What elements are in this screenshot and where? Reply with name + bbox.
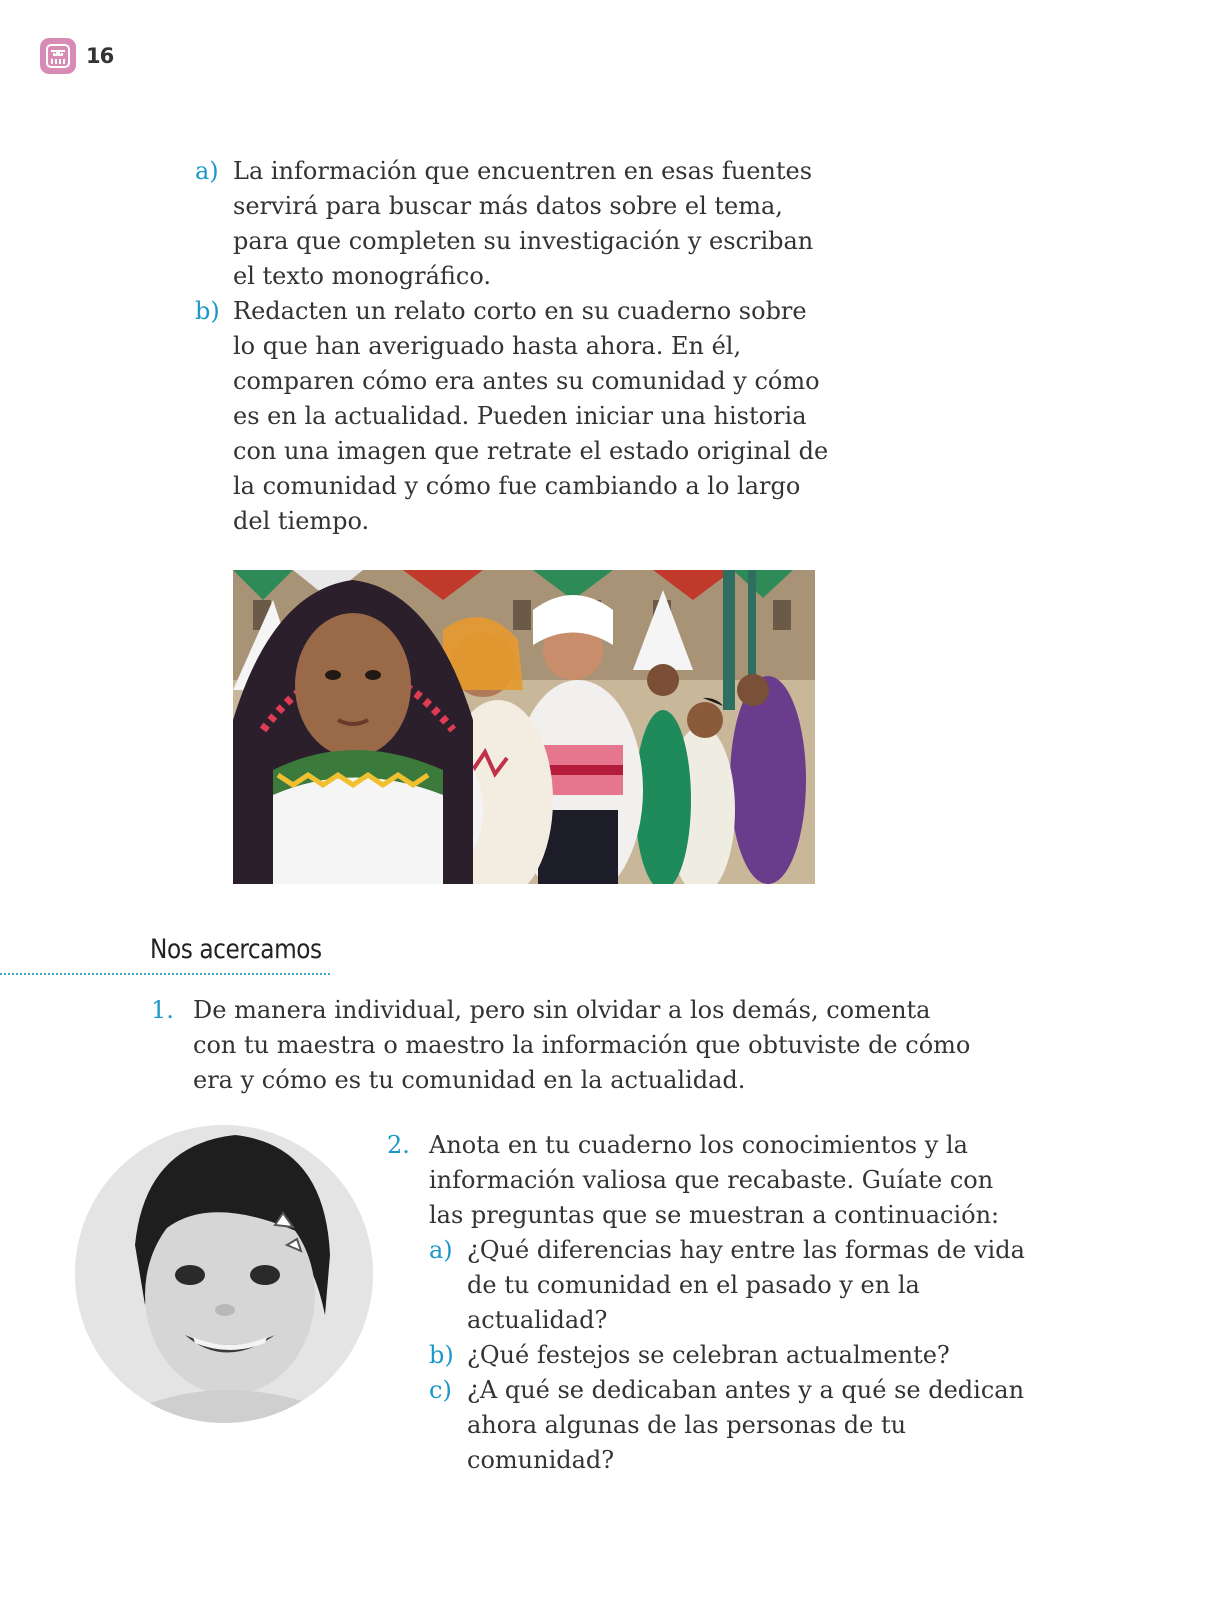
question-text: ¿A qué se dedicaban antes y a qué se dedican ahora algunas de las personas de tu comunidad?	[467, 1376, 1025, 1474]
item-text: De manera individual, pero sin olvidar a los demás, comenta con tu maestra o maestro la información que obtuviste de cómo era y cómo es tu comunidad en la actualidad.	[193, 996, 971, 1094]
item-text: La información que encuentren en esas fuentes servirá para buscar más datos sobre el tema, para que completen su investigación y escriban el texto monográfico.	[233, 157, 814, 290]
question-text: ¿Qué festejos se celebran actualmente?	[467, 1341, 950, 1369]
intro-list	[195, 154, 835, 539]
list-item	[195, 294, 835, 539]
list-item	[195, 154, 835, 294]
page-header	[40, 38, 113, 74]
question-item	[429, 1338, 1027, 1373]
item-text: Anota en tu cuaderno los conocimientos y la información valiosa que recabaste. Guíate con las preguntas que se muestran a continuación:	[429, 1131, 1000, 1229]
glyph-icon	[40, 38, 76, 74]
item-marker: b)	[195, 297, 220, 325]
item-marker: a)	[429, 1236, 453, 1264]
question-item	[429, 1233, 1027, 1338]
section-title: Nos acercamos	[150, 934, 322, 965]
question-text: ¿Qué diferencias hay entre las formas de vida de tu comunidad en el pasado y en la actualidad?	[467, 1236, 1025, 1334]
question-list	[387, 1233, 1027, 1478]
item-marker: c)	[429, 1376, 452, 1404]
section-list-1	[151, 993, 971, 1098]
item-marker: a)	[195, 157, 219, 185]
item-text: Redacten un relato corto en su cuaderno sobre lo que han averiguado hasta ahora. En él, comparen cómo era antes su comunidad y cómo es en la actualidad. Pueden iniciar una historia con una imagen que retrate el estado original de la comunidad y cómo fue cambiando a lo largo del tiempo.	[233, 297, 829, 535]
list-item	[387, 1128, 1027, 1478]
section-divider	[0, 973, 330, 975]
list-item	[151, 993, 971, 1098]
item-marker: 2.	[387, 1131, 410, 1159]
item-marker: 1.	[151, 996, 174, 1024]
section-list-2	[387, 1128, 1027, 1478]
item-marker: b)	[429, 1341, 454, 1369]
question-item	[429, 1373, 1027, 1478]
community-photo	[233, 570, 815, 884]
page-number: 16	[86, 44, 114, 68]
child-portrait	[75, 1125, 373, 1423]
